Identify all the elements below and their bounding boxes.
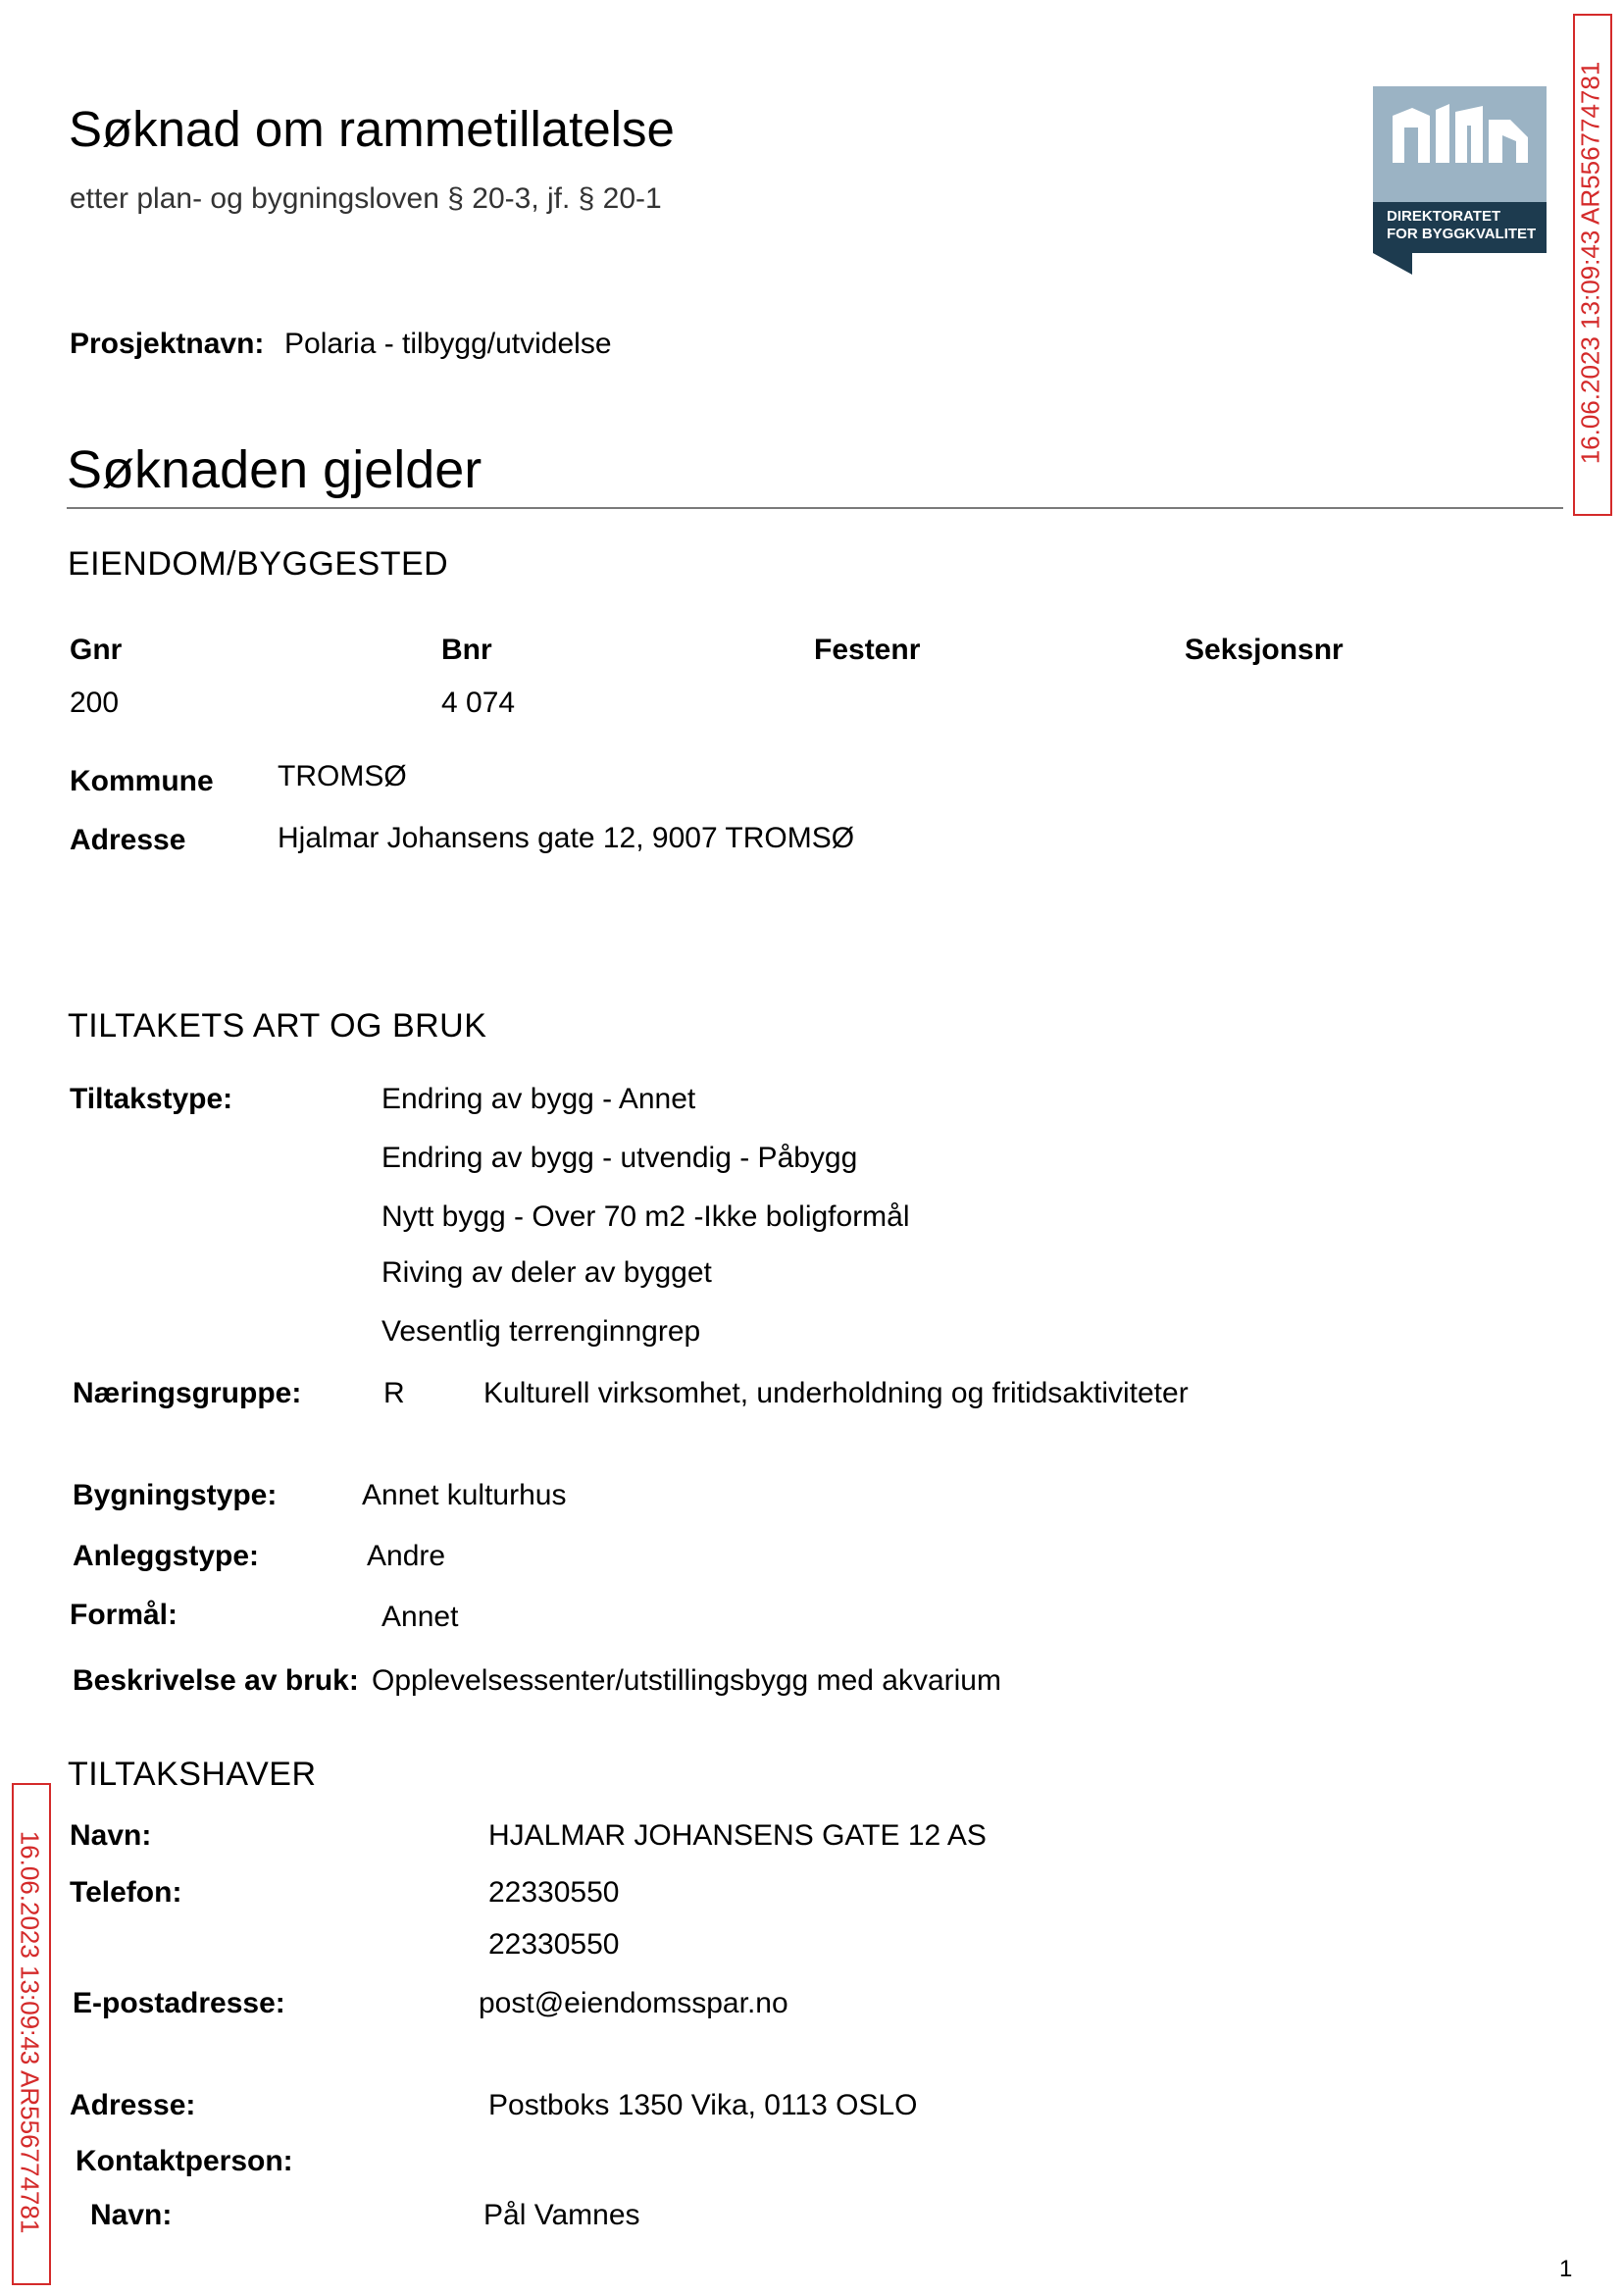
epost-value: post@eiendomsspar.no (479, 1987, 788, 2019)
project-label: Prosjektnavn: (70, 328, 265, 360)
telefon-value-2: 22330550 (488, 1928, 620, 1961)
bnr-value: 4 074 (441, 687, 516, 719)
naeringsgruppe-text: Kulturell virksomhet, underholdning og fritidsaktiviteter (483, 1377, 1189, 1409)
logo-graphic (1373, 86, 1547, 275)
kontakt-navn-value: Pål Vamnes (483, 2199, 640, 2231)
tiltakshaver-navn-value: HJALMAR JOHANSENS GATE 12 AS (488, 1819, 987, 1852)
kommune-label: Kommune (70, 765, 214, 797)
anleggstype-value: Andre (367, 1540, 446, 1572)
tiltakstype-item: Nytt bygg - Over 70 m2 -Ikke boligformål (381, 1200, 910, 1233)
right-stamp-text: 16.06.2023 13:09:43 AR556774781 (1575, 61, 1605, 465)
tiltakstype-label: Tiltakstype: (70, 1083, 233, 1115)
tiltakshaver-adresse-label: Adresse: (70, 2089, 196, 2121)
naeringsgruppe-label: Næringsgruppe: (73, 1377, 302, 1409)
anleggstype-label: Anleggstype: (73, 1540, 260, 1572)
page-number: 1 (1559, 2256, 1573, 2282)
dibk-logo (1373, 86, 1547, 275)
adresse-value: Hjalmar Johansens gate 12, 9007 TROMSØ (278, 822, 855, 854)
eiendom-heading: EIENDOM/BYGGESTED (68, 545, 449, 583)
telefon-value-1: 22330550 (488, 1876, 620, 1909)
epost-label: E-postadresse: (73, 1987, 285, 2019)
bygningstype-label: Bygningstype: (73, 1479, 278, 1511)
tiltakshaver-adresse-value: Postboks 1350 Vika, 0113 OSLO (488, 2089, 918, 2121)
festenr-header: Festenr (814, 634, 921, 666)
kontakt-navn-label: Navn: (90, 2199, 173, 2231)
adresse-label: Adresse (70, 824, 186, 856)
project-value: Polaria - tilbygg/utvidelse (284, 328, 612, 360)
formal-value: Annet (381, 1601, 459, 1633)
tiltak-heading: TILTAKETS ART OG BRUK (68, 1007, 487, 1045)
bnr-header: Bnr (441, 634, 492, 666)
seksjonsnr-header: Seksjonsnr (1185, 634, 1344, 666)
tiltakshaver-heading: TILTAKSHAVER (68, 1756, 317, 1793)
logo-line-2: FOR BYGGKVALITET (1387, 226, 1537, 242)
tiltakstype-item: Endring av bygg - Annet (381, 1083, 696, 1115)
gnr-header: Gnr (70, 634, 123, 666)
bruk-label: Beskrivelse av bruk: (73, 1664, 359, 1697)
tiltakshaver-navn-label: Navn: (70, 1819, 152, 1852)
section-divider (67, 507, 1563, 509)
naeringsgruppe-code: R (383, 1377, 405, 1409)
tiltakstype-item: Vesentlig terrenginngrep (381, 1315, 701, 1348)
tiltakstype-item: Endring av bygg - utvendig - Påbygg (381, 1142, 858, 1174)
kommune-value: TROMSØ (278, 760, 407, 792)
telefon-label: Telefon: (70, 1876, 182, 1909)
tiltakstype-item: Riving av deler av bygget (381, 1256, 712, 1289)
bruk-value: Opplevelsessenter/utstillingsbygg med akvarium (372, 1664, 1001, 1697)
document-title: Søknad om rammetillatelse (69, 101, 675, 157)
bygningstype-value: Annet kulturhus (362, 1479, 567, 1511)
section-title: Søknaden gjelder (67, 440, 482, 499)
formal-label: Formål: (70, 1599, 178, 1631)
document-subtitle: etter plan- og bygningsloven § 20-3, jf. § 20-1 (70, 182, 662, 215)
left-stamp-text: 16.06.2023 13:09:43 AR556774781 (15, 1830, 45, 2234)
gnr-value: 200 (70, 687, 120, 719)
logo-line-1: DIREKTORATET (1387, 208, 1501, 225)
kontaktperson-label: Kontaktperson: (76, 2145, 293, 2177)
